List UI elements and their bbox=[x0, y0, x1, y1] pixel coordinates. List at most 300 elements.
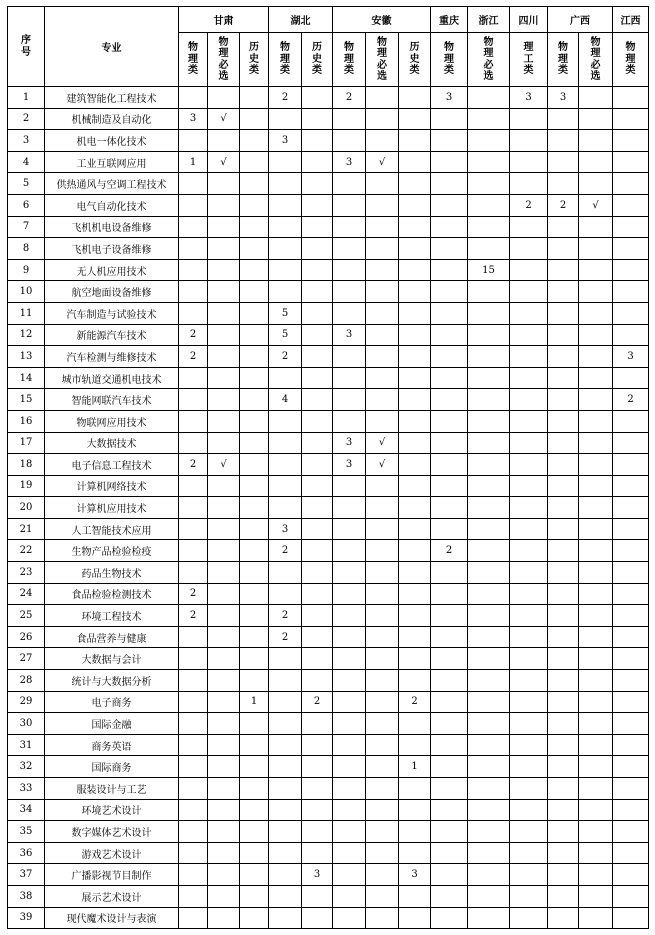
major-name: 服装设计与工艺 bbox=[45, 778, 179, 800]
subheader-cell bbox=[240, 33, 269, 87]
quota-cell bbox=[579, 670, 613, 692]
quota-cell bbox=[302, 907, 333, 929]
quota-cell bbox=[240, 346, 269, 368]
quota-cell bbox=[179, 389, 208, 411]
quota-cell bbox=[302, 281, 333, 303]
table-row bbox=[8, 734, 649, 756]
row-number: 24 bbox=[8, 583, 45, 605]
quota-cell bbox=[579, 626, 613, 648]
quota-cell bbox=[366, 367, 399, 389]
subheader-label: 物理必选 bbox=[483, 36, 494, 82]
quota-cell bbox=[468, 907, 510, 929]
quota-cell bbox=[468, 670, 510, 692]
quota-cell bbox=[431, 842, 468, 864]
row-number: 3 bbox=[8, 130, 45, 152]
quota-cell bbox=[208, 670, 240, 692]
quota-cell bbox=[179, 864, 208, 886]
quota-cell bbox=[431, 562, 468, 584]
quota-cell bbox=[579, 756, 613, 778]
table-row bbox=[8, 864, 649, 886]
quota-cell: 3 bbox=[333, 324, 366, 346]
quota-cell: 3 bbox=[431, 87, 468, 109]
subheader-cell bbox=[579, 33, 613, 87]
quota-cell bbox=[333, 367, 366, 389]
quota-cell bbox=[468, 454, 510, 476]
quota-cell bbox=[302, 454, 333, 476]
quota-cell bbox=[548, 885, 579, 907]
quota-cell bbox=[613, 626, 649, 648]
major-name: 城市轨道交通机电技术 bbox=[45, 367, 179, 389]
quota-cell: 3 bbox=[613, 346, 649, 368]
enrollment-table-container bbox=[7, 6, 649, 929]
quota-cell bbox=[366, 324, 399, 346]
quota-cell bbox=[399, 540, 431, 562]
quota-cell bbox=[240, 821, 269, 843]
quota-cell bbox=[579, 302, 613, 324]
province-header-sichuan: 四川 bbox=[510, 7, 548, 33]
quota-cell bbox=[510, 518, 548, 540]
quota-cell bbox=[399, 410, 431, 432]
row-number: 2 bbox=[8, 108, 45, 130]
table-row bbox=[8, 130, 649, 152]
quota-cell bbox=[240, 713, 269, 735]
quota-cell bbox=[269, 713, 302, 735]
quota-cell bbox=[333, 583, 366, 605]
quota-cell bbox=[302, 216, 333, 238]
quota-cell bbox=[579, 151, 613, 173]
quota-cell: √ bbox=[208, 151, 240, 173]
quota-cell bbox=[468, 648, 510, 670]
quota-cell: √ bbox=[366, 454, 399, 476]
quota-cell bbox=[548, 907, 579, 929]
quota-cell bbox=[548, 756, 579, 778]
quota-cell bbox=[269, 799, 302, 821]
quota-cell bbox=[431, 281, 468, 303]
quota-cell: 2 bbox=[613, 389, 649, 411]
subheader-cell bbox=[399, 33, 431, 87]
quota-cell: 3 bbox=[333, 432, 366, 454]
quota-cell: 3 bbox=[333, 454, 366, 476]
subheader-cell bbox=[468, 33, 510, 87]
quota-cell bbox=[179, 562, 208, 584]
quota-cell bbox=[510, 648, 548, 670]
quota-cell: 15 bbox=[468, 259, 510, 281]
quota-cell bbox=[366, 518, 399, 540]
quota-cell bbox=[399, 108, 431, 130]
major-name: 生物产品检验检疫 bbox=[45, 540, 179, 562]
quota-cell bbox=[399, 713, 431, 735]
row-number: 30 bbox=[8, 713, 45, 735]
quota-cell bbox=[399, 302, 431, 324]
quota-cell bbox=[366, 821, 399, 843]
quota-cell bbox=[240, 497, 269, 519]
table-row bbox=[8, 216, 649, 238]
quota-cell bbox=[468, 238, 510, 260]
quota-cell bbox=[468, 864, 510, 886]
quota-cell bbox=[613, 648, 649, 670]
quota-cell bbox=[548, 626, 579, 648]
table-row bbox=[8, 410, 649, 432]
quota-cell bbox=[240, 151, 269, 173]
row-number: 17 bbox=[8, 432, 45, 454]
quota-cell bbox=[399, 367, 431, 389]
quota-cell bbox=[468, 756, 510, 778]
quota-cell bbox=[240, 216, 269, 238]
major-name: 飞机机电设备维修 bbox=[45, 216, 179, 238]
quota-cell bbox=[302, 194, 333, 216]
major-name: 航空地面设备维修 bbox=[45, 281, 179, 303]
quota-cell bbox=[208, 87, 240, 109]
quota-cell bbox=[240, 454, 269, 476]
quota-cell bbox=[579, 87, 613, 109]
quota-cell bbox=[510, 734, 548, 756]
quota-cell bbox=[399, 87, 431, 109]
quota-cell bbox=[613, 756, 649, 778]
table-row bbox=[8, 194, 649, 216]
quota-cell bbox=[613, 324, 649, 346]
table-row bbox=[8, 583, 649, 605]
quota-cell bbox=[548, 367, 579, 389]
quota-cell: 3 bbox=[510, 87, 548, 109]
quota-cell bbox=[399, 518, 431, 540]
quota-cell bbox=[366, 194, 399, 216]
quota-cell bbox=[302, 734, 333, 756]
major-name: 机械制造及自动化 bbox=[45, 108, 179, 130]
quota-cell bbox=[579, 907, 613, 929]
quota-cell bbox=[548, 108, 579, 130]
quota-cell bbox=[208, 324, 240, 346]
major-name: 大数据与会计 bbox=[45, 648, 179, 670]
quota-cell bbox=[333, 281, 366, 303]
quota-cell: 3 bbox=[179, 108, 208, 130]
row-number: 29 bbox=[8, 691, 45, 713]
major-header: 专业 bbox=[45, 7, 179, 87]
quota-cell bbox=[431, 238, 468, 260]
table-row bbox=[8, 475, 649, 497]
quota-cell bbox=[548, 691, 579, 713]
quota-cell bbox=[399, 130, 431, 152]
quota-cell bbox=[208, 346, 240, 368]
quota-cell: 2 bbox=[510, 194, 548, 216]
quota-cell bbox=[302, 151, 333, 173]
row-number: 10 bbox=[8, 281, 45, 303]
subheader-cell bbox=[302, 33, 333, 87]
quota-cell bbox=[510, 670, 548, 692]
quota-cell bbox=[431, 454, 468, 476]
enrollment-table bbox=[7, 6, 649, 929]
quota-cell bbox=[579, 108, 613, 130]
quota-cell bbox=[510, 583, 548, 605]
quota-cell bbox=[302, 583, 333, 605]
quota-cell bbox=[613, 130, 649, 152]
major-name: 电子商务 bbox=[45, 691, 179, 713]
quota-cell bbox=[431, 885, 468, 907]
table-row bbox=[8, 670, 649, 692]
quota-cell bbox=[366, 173, 399, 195]
table-row bbox=[8, 346, 649, 368]
quota-cell bbox=[548, 130, 579, 152]
quota-cell bbox=[208, 194, 240, 216]
major-name: 环境艺术设计 bbox=[45, 799, 179, 821]
row-number: 15 bbox=[8, 389, 45, 411]
quota-cell bbox=[431, 410, 468, 432]
quota-cell bbox=[613, 194, 649, 216]
quota-cell bbox=[613, 734, 649, 756]
quota-cell: 1 bbox=[399, 756, 431, 778]
quota-cell bbox=[240, 259, 269, 281]
quota-cell bbox=[366, 583, 399, 605]
quota-cell bbox=[431, 130, 468, 152]
quota-cell bbox=[579, 648, 613, 670]
quota-cell bbox=[302, 389, 333, 411]
quota-cell bbox=[579, 367, 613, 389]
major-name: 大数据技术 bbox=[45, 432, 179, 454]
quota-cell: √ bbox=[579, 194, 613, 216]
quota-cell bbox=[548, 648, 579, 670]
quota-cell bbox=[366, 691, 399, 713]
quota-cell bbox=[548, 518, 579, 540]
subheader-label: 物理必选 bbox=[590, 36, 601, 82]
row-number: 16 bbox=[8, 410, 45, 432]
quota-cell bbox=[548, 432, 579, 454]
quota-cell bbox=[333, 907, 366, 929]
quota-cell bbox=[240, 432, 269, 454]
quota-cell bbox=[240, 626, 269, 648]
table-row bbox=[8, 151, 649, 173]
quota-cell bbox=[468, 562, 510, 584]
quota-cell: √ bbox=[366, 432, 399, 454]
quota-cell bbox=[431, 626, 468, 648]
quota-cell bbox=[399, 346, 431, 368]
quota-cell bbox=[510, 842, 548, 864]
subheader-label: 历史类 bbox=[312, 42, 322, 77]
quota-cell bbox=[333, 173, 366, 195]
quota-cell bbox=[548, 216, 579, 238]
quota-cell bbox=[399, 670, 431, 692]
row-number: 38 bbox=[8, 885, 45, 907]
quota-cell bbox=[579, 713, 613, 735]
quota-cell bbox=[366, 346, 399, 368]
major-name: 计算机应用技术 bbox=[45, 497, 179, 519]
quota-cell bbox=[548, 799, 579, 821]
province-header-jiangxi: 江西 bbox=[613, 7, 649, 33]
quota-cell bbox=[399, 626, 431, 648]
quota-cell bbox=[468, 778, 510, 800]
quota-cell bbox=[613, 410, 649, 432]
quota-cell bbox=[366, 562, 399, 584]
quota-cell bbox=[510, 497, 548, 519]
quota-cell bbox=[431, 518, 468, 540]
quota-cell bbox=[208, 216, 240, 238]
quota-cell bbox=[302, 778, 333, 800]
quota-cell bbox=[208, 497, 240, 519]
quota-cell bbox=[333, 713, 366, 735]
major-name: 药品生物技术 bbox=[45, 562, 179, 584]
quota-cell bbox=[240, 864, 269, 886]
quota-cell bbox=[399, 432, 431, 454]
quota-cell bbox=[548, 410, 579, 432]
quota-cell bbox=[510, 540, 548, 562]
table-row bbox=[8, 173, 649, 195]
table-row bbox=[8, 842, 649, 864]
quota-cell bbox=[510, 259, 548, 281]
quota-cell bbox=[399, 259, 431, 281]
quota-cell bbox=[510, 821, 548, 843]
quota-cell bbox=[179, 713, 208, 735]
subheader-label: 历史类 bbox=[409, 42, 420, 77]
quota-cell bbox=[468, 626, 510, 648]
row-number: 21 bbox=[8, 518, 45, 540]
quota-cell bbox=[208, 691, 240, 713]
major-name: 飞机电子设备维修 bbox=[45, 238, 179, 260]
quota-cell bbox=[548, 173, 579, 195]
table-row bbox=[8, 259, 649, 281]
quota-cell bbox=[613, 216, 649, 238]
quota-cell bbox=[579, 562, 613, 584]
quota-cell: 3 bbox=[302, 864, 333, 886]
quota-cell bbox=[240, 410, 269, 432]
quota-cell bbox=[179, 778, 208, 800]
quota-cell bbox=[399, 173, 431, 195]
quota-cell bbox=[613, 238, 649, 260]
quota-cell bbox=[208, 410, 240, 432]
quota-cell bbox=[269, 691, 302, 713]
quota-cell bbox=[399, 151, 431, 173]
quota-cell bbox=[579, 410, 613, 432]
quota-cell bbox=[399, 885, 431, 907]
quota-cell bbox=[366, 216, 399, 238]
quota-cell: 3 bbox=[269, 518, 302, 540]
quota-cell bbox=[510, 346, 548, 368]
quota-cell bbox=[431, 670, 468, 692]
quota-cell bbox=[179, 475, 208, 497]
quota-cell bbox=[510, 410, 548, 432]
row-number: 23 bbox=[8, 562, 45, 584]
row-number: 34 bbox=[8, 799, 45, 821]
quota-cell bbox=[208, 648, 240, 670]
quota-cell bbox=[613, 432, 649, 454]
quota-cell bbox=[468, 713, 510, 735]
quota-cell bbox=[240, 281, 269, 303]
quota-cell bbox=[510, 475, 548, 497]
quota-cell bbox=[468, 108, 510, 130]
quota-cell bbox=[302, 410, 333, 432]
quota-cell bbox=[302, 238, 333, 260]
row-number: 36 bbox=[8, 842, 45, 864]
quota-cell bbox=[579, 432, 613, 454]
quota-cell: 3 bbox=[548, 87, 579, 109]
quota-cell bbox=[468, 302, 510, 324]
subheader-label: 物理类 bbox=[280, 42, 290, 77]
quota-cell bbox=[468, 799, 510, 821]
quota-cell bbox=[579, 842, 613, 864]
quota-cell bbox=[431, 367, 468, 389]
table-row bbox=[8, 302, 649, 324]
quota-cell bbox=[333, 540, 366, 562]
table-row bbox=[8, 562, 649, 584]
quota-cell bbox=[179, 238, 208, 260]
quota-cell bbox=[240, 885, 269, 907]
table-row bbox=[8, 518, 649, 540]
quota-cell bbox=[333, 238, 366, 260]
quota-cell bbox=[431, 907, 468, 929]
quota-cell bbox=[269, 151, 302, 173]
quota-cell bbox=[548, 778, 579, 800]
province-header-guangxi: 广西 bbox=[548, 7, 613, 33]
quota-cell bbox=[613, 842, 649, 864]
row-number: 13 bbox=[8, 346, 45, 368]
quota-cell bbox=[366, 540, 399, 562]
major-name: 智能网联汽车技术 bbox=[45, 389, 179, 411]
quota-cell bbox=[208, 778, 240, 800]
quota-cell bbox=[179, 518, 208, 540]
quota-cell bbox=[579, 864, 613, 886]
quota-cell bbox=[302, 605, 333, 627]
major-name: 食品检验检测技术 bbox=[45, 583, 179, 605]
quota-cell bbox=[179, 302, 208, 324]
row-number: 37 bbox=[8, 864, 45, 886]
quota-cell bbox=[548, 842, 579, 864]
quota-cell: 2 bbox=[302, 691, 333, 713]
quota-cell bbox=[333, 799, 366, 821]
quota-cell bbox=[579, 281, 613, 303]
quota-cell bbox=[333, 648, 366, 670]
subheader-label: 物理必选 bbox=[377, 36, 387, 82]
quota-cell bbox=[302, 367, 333, 389]
quota-cell bbox=[579, 130, 613, 152]
quota-cell bbox=[468, 173, 510, 195]
quota-cell bbox=[269, 756, 302, 778]
quota-cell bbox=[431, 605, 468, 627]
quota-cell bbox=[366, 475, 399, 497]
quota-cell bbox=[179, 799, 208, 821]
table-row bbox=[8, 108, 649, 130]
quota-cell bbox=[179, 907, 208, 929]
quota-cell: 2 bbox=[269, 87, 302, 109]
quota-cell bbox=[431, 173, 468, 195]
major-name: 数字媒体艺术设计 bbox=[45, 821, 179, 843]
quota-cell bbox=[333, 497, 366, 519]
subheader-label: 物理类 bbox=[344, 42, 354, 77]
quota-cell bbox=[240, 475, 269, 497]
quota-cell bbox=[468, 583, 510, 605]
quota-cell bbox=[302, 821, 333, 843]
quota-cell: 2 bbox=[269, 346, 302, 368]
quota-cell bbox=[579, 778, 613, 800]
quota-cell bbox=[240, 605, 269, 627]
quota-cell: 2 bbox=[179, 605, 208, 627]
quota-cell bbox=[333, 756, 366, 778]
subheader-cell bbox=[510, 33, 548, 87]
quota-cell bbox=[240, 648, 269, 670]
quota-cell bbox=[302, 259, 333, 281]
province-header-hubei: 湖北 bbox=[269, 7, 333, 33]
quota-cell bbox=[269, 842, 302, 864]
quota-cell bbox=[613, 281, 649, 303]
quota-cell bbox=[269, 216, 302, 238]
quota-cell bbox=[431, 302, 468, 324]
quota-cell bbox=[269, 432, 302, 454]
row-number: 39 bbox=[8, 907, 45, 929]
quota-cell bbox=[333, 864, 366, 886]
quota-cell bbox=[208, 885, 240, 907]
quota-cell bbox=[431, 713, 468, 735]
quota-cell bbox=[431, 864, 468, 886]
subheader-label: 物理必选 bbox=[218, 36, 229, 82]
quota-cell bbox=[468, 410, 510, 432]
subheader-label: 物理类 bbox=[558, 42, 568, 77]
quota-cell bbox=[302, 108, 333, 130]
